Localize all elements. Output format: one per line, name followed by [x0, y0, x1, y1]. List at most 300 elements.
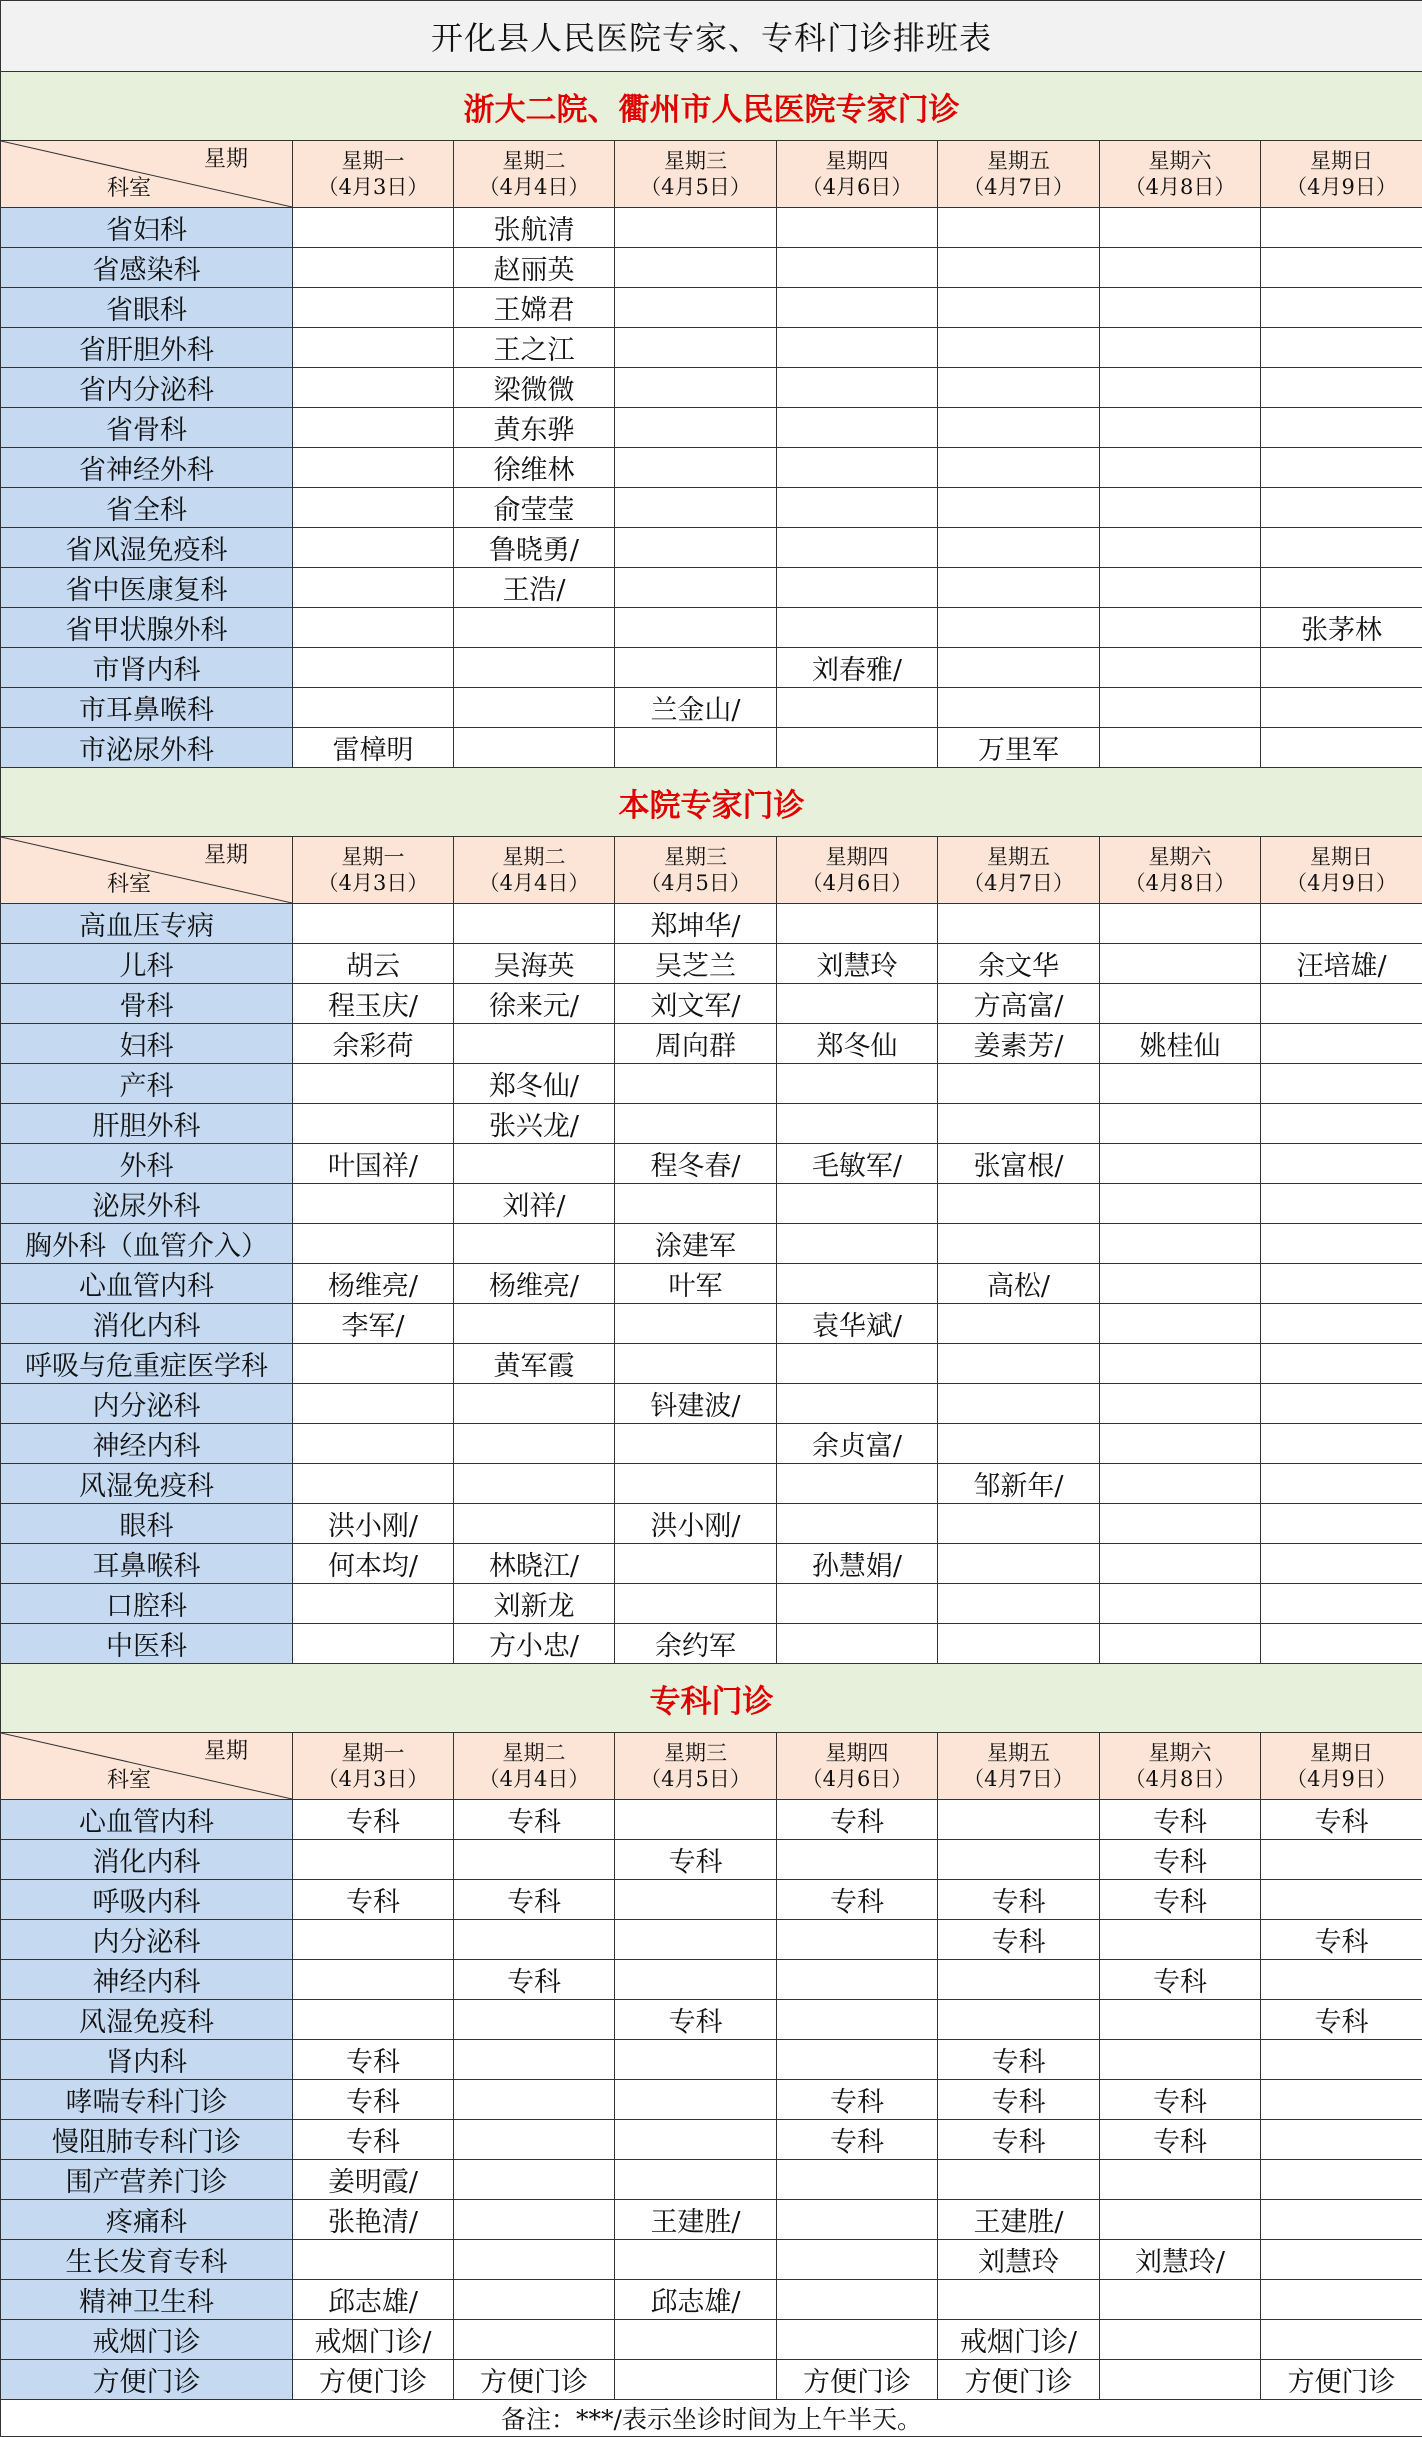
table-row — [1, 1064, 1422, 1104]
schedule-cell — [777, 1584, 938, 1624]
schedule-cell — [777, 608, 938, 648]
day-date: （4月7日） — [938, 1766, 1099, 1792]
schedule-cell — [1100, 2160, 1261, 2200]
table-row — [1, 448, 1422, 488]
day-header — [454, 141, 615, 208]
schedule-cell — [293, 568, 454, 608]
dept-cell: 口腔科 — [1, 1584, 293, 1624]
note-row — [1, 2400, 1422, 2437]
schedule-cell — [777, 1920, 938, 1960]
schedule-cell: 专科 — [1100, 1800, 1261, 1840]
table-row — [1, 2120, 1422, 2160]
day-name: 星期日 — [1261, 1740, 1422, 1766]
table-row — [1, 984, 1422, 1024]
table-row — [1, 1304, 1422, 1344]
day-date: （4月5日） — [615, 174, 776, 200]
table-row — [1, 1584, 1422, 1624]
table-row — [1, 208, 1422, 248]
dept-cell: 省神经外科 — [1, 448, 293, 488]
schedule-cell — [1261, 728, 1422, 768]
day-header — [293, 141, 454, 208]
dept-cell: 心血管内科 — [1, 1264, 293, 1304]
schedule-cell — [938, 288, 1100, 328]
dept-cell: 呼吸与危重症医学科 — [1, 1344, 293, 1384]
schedule-cell — [1100, 1920, 1261, 1960]
schedule-cell — [1261, 2080, 1422, 2120]
table-row — [1, 1024, 1422, 1064]
dept-cell: 肝胆外科 — [1, 1104, 293, 1144]
schedule-cell — [1261, 1024, 1422, 1064]
section-title-row — [1, 72, 1422, 141]
header-row — [1, 1733, 1422, 1800]
table-row — [1, 1624, 1422, 1664]
schedule-cell: 杨维亮/ — [454, 1264, 615, 1304]
schedule-cell: 邹新年/ — [938, 1464, 1100, 1504]
header-corner — [1, 1733, 293, 1800]
schedule-cell — [293, 1584, 454, 1624]
schedule-body — [1, 1, 1422, 2437]
day-name: 星期三 — [615, 1740, 776, 1766]
schedule-cell — [454, 1504, 615, 1544]
schedule-cell — [777, 408, 938, 448]
dept-cell: 产科 — [1, 1064, 293, 1104]
schedule-cell — [615, 1960, 777, 2000]
schedule-cell: 专科 — [938, 2120, 1100, 2160]
section-title: 专科门诊 — [1, 1664, 1422, 1733]
schedule-cell — [615, 1880, 777, 1920]
schedule-cell: 汪培雄/ — [1261, 944, 1422, 984]
schedule-cell — [938, 688, 1100, 728]
schedule-cell: 杨维亮/ — [293, 1264, 454, 1304]
schedule-cell — [1261, 1424, 1422, 1464]
dept-cell: 省全科 — [1, 488, 293, 528]
schedule-cell — [777, 2200, 938, 2240]
schedule-cell — [1100, 648, 1261, 688]
schedule-cell: 方小忠/ — [454, 1624, 615, 1664]
day-date: （4月4日） — [454, 174, 614, 200]
dept-cell: 骨科 — [1, 984, 293, 1024]
schedule-cell — [1261, 2240, 1422, 2280]
schedule-cell: 专科 — [454, 1800, 615, 1840]
schedule-cell — [293, 2240, 454, 2280]
schedule-cell — [293, 528, 454, 568]
schedule-cell — [293, 1424, 454, 1464]
dept-cell: 疼痛科 — [1, 2200, 293, 2240]
schedule-cell: 王建胜/ — [615, 2200, 777, 2240]
schedule-cell: 余约军 — [615, 1624, 777, 1664]
schedule-cell — [1100, 568, 1261, 608]
dept-cell: 市泌尿外科 — [1, 728, 293, 768]
schedule-cell — [938, 448, 1100, 488]
schedule-cell — [1261, 904, 1422, 944]
schedule-cell: 专科 — [1100, 2080, 1261, 2120]
schedule-cell: 吴海英 — [454, 944, 615, 984]
schedule-cell: 兰金山/ — [615, 688, 777, 728]
schedule-cell — [615, 728, 777, 768]
schedule-cell: 专科 — [938, 1880, 1100, 1920]
day-name: 星期二 — [454, 148, 614, 174]
schedule-cell — [615, 2080, 777, 2120]
schedule-cell — [293, 1184, 454, 1224]
day-name: 星期四 — [777, 1740, 937, 1766]
schedule-cell — [454, 1424, 615, 1464]
schedule-cell — [938, 208, 1100, 248]
day-header — [1261, 1733, 1422, 1800]
schedule-cell: 程玉庆/ — [293, 984, 454, 1024]
schedule-cell — [1100, 1384, 1261, 1424]
schedule-cell — [1261, 328, 1422, 368]
schedule-cell: 专科 — [293, 2120, 454, 2160]
page-title: 开化县人民医院专家、专科门诊排班表 — [1, 1, 1422, 72]
schedule-cell — [1261, 1224, 1422, 1264]
day-name: 星期六 — [1100, 844, 1260, 870]
schedule-cell — [293, 1840, 454, 1880]
day-header — [777, 837, 938, 904]
day-date: （4月8日） — [1100, 870, 1260, 896]
schedule-cell — [938, 488, 1100, 528]
schedule-cell — [1261, 1960, 1422, 2000]
schedule-cell: 李军/ — [293, 1304, 454, 1344]
schedule-cell — [777, 1264, 938, 1304]
day-header — [938, 141, 1100, 208]
schedule-cell: 王建胜/ — [938, 2200, 1100, 2240]
schedule-cell — [777, 1624, 938, 1664]
section-title-row — [1, 768, 1422, 837]
schedule-cell — [777, 368, 938, 408]
schedule-cell — [777, 2040, 938, 2080]
schedule-cell — [777, 1384, 938, 1424]
schedule-cell — [293, 288, 454, 328]
schedule-cell: 姚桂仙 — [1100, 1024, 1261, 1064]
schedule-cell: 专科 — [938, 2040, 1100, 2080]
table-row — [1, 288, 1422, 328]
schedule-cell — [1100, 608, 1261, 648]
schedule-cell — [615, 288, 777, 328]
schedule-cell — [938, 328, 1100, 368]
schedule-cell: 刘慧玲 — [938, 2240, 1100, 2280]
schedule-cell — [777, 1840, 938, 1880]
schedule-cell: 胡云 — [293, 944, 454, 984]
schedule-cell — [615, 368, 777, 408]
schedule-cell: 俞莹莹 — [454, 488, 615, 528]
schedule-cell — [454, 648, 615, 688]
dept-cell: 慢阻肺专科门诊 — [1, 2120, 293, 2160]
schedule-cell — [777, 728, 938, 768]
day-header — [938, 1733, 1100, 1800]
table-row — [1, 368, 1422, 408]
schedule-cell — [777, 1960, 938, 2000]
corner-dept-label: 科室 — [107, 1768, 151, 1794]
schedule-cell — [1261, 1064, 1422, 1104]
day-date: （4月6日） — [777, 174, 937, 200]
dept-cell: 省骨科 — [1, 408, 293, 448]
day-header — [615, 141, 777, 208]
schedule-cell — [1261, 1184, 1422, 1224]
table-row — [1, 944, 1422, 984]
schedule-cell — [1100, 1144, 1261, 1184]
schedule-cell — [615, 1104, 777, 1144]
schedule-cell: 涂建军 — [615, 1224, 777, 1264]
schedule-cell — [293, 1960, 454, 2000]
schedule-cell — [1100, 448, 1261, 488]
table-row — [1, 1800, 1422, 1840]
schedule-cell — [1100, 1064, 1261, 1104]
schedule-cell — [454, 1840, 615, 1880]
schedule-cell: 余文华 — [938, 944, 1100, 984]
day-header — [454, 1733, 615, 1800]
schedule-cell: 专科 — [777, 2080, 938, 2120]
schedule-cell — [938, 648, 1100, 688]
schedule-cell — [1100, 984, 1261, 1024]
schedule-cell — [1100, 1464, 1261, 1504]
schedule-cell: 方高富/ — [938, 984, 1100, 1024]
schedule-cell — [615, 1920, 777, 1960]
schedule-cell — [938, 1840, 1100, 1880]
schedule-cell: 专科 — [293, 1880, 454, 1920]
schedule-cell — [777, 1224, 938, 1264]
schedule-cell — [454, 2160, 615, 2200]
dept-cell: 眼科 — [1, 1504, 293, 1544]
dept-cell: 方便门诊 — [1, 2360, 293, 2400]
schedule-cell — [615, 648, 777, 688]
schedule-cell — [615, 1064, 777, 1104]
schedule-cell — [293, 648, 454, 688]
table-row — [1, 1544, 1422, 1584]
schedule-cell — [454, 2080, 615, 2120]
schedule-cell — [1100, 728, 1261, 768]
schedule-cell: 方便门诊 — [938, 2360, 1100, 2400]
day-date: （4月5日） — [615, 870, 776, 896]
schedule-cell: 专科 — [454, 1880, 615, 1920]
schedule-cell — [615, 248, 777, 288]
schedule-cell — [1261, 1464, 1422, 1504]
table-row — [1, 1104, 1422, 1144]
table-row — [1, 904, 1422, 944]
schedule-cell — [777, 1464, 938, 1504]
schedule-cell: 专科 — [777, 2120, 938, 2160]
schedule-cell — [1261, 368, 1422, 408]
schedule-cell — [615, 528, 777, 568]
schedule-cell — [938, 1224, 1100, 1264]
section-title-row — [1, 1664, 1422, 1733]
table-row — [1, 2280, 1422, 2320]
schedule-cell — [938, 1344, 1100, 1384]
day-name: 星期二 — [454, 1740, 614, 1766]
schedule-cell: 方便门诊 — [777, 2360, 938, 2400]
schedule-cell — [938, 1184, 1100, 1224]
schedule-cell — [454, 1384, 615, 1424]
day-date: （4月8日） — [1100, 1766, 1260, 1792]
schedule-cell: 徐维林 — [454, 448, 615, 488]
schedule-cell: 邱志雄/ — [615, 2280, 777, 2320]
schedule-cell — [1100, 2000, 1261, 2040]
dept-cell: 省中医康复科 — [1, 568, 293, 608]
schedule-cell — [777, 2240, 938, 2280]
corner-dept-label: 科室 — [107, 872, 151, 898]
schedule-cell — [1100, 1544, 1261, 1584]
schedule-cell — [1100, 408, 1261, 448]
schedule-cell — [777, 528, 938, 568]
schedule-cell — [615, 2240, 777, 2280]
schedule-cell — [1100, 248, 1261, 288]
schedule-cell — [454, 2200, 615, 2240]
table-row — [1, 1840, 1422, 1880]
schedule-cell: 刘慧玲/ — [1100, 2240, 1261, 2280]
table-row — [1, 608, 1422, 648]
table-row — [1, 1144, 1422, 1184]
schedule-cell: 专科 — [1100, 1840, 1261, 1880]
table-row — [1, 2160, 1422, 2200]
schedule-cell — [615, 328, 777, 368]
dept-cell: 生长发育专科 — [1, 2240, 293, 2280]
schedule-cell: 孙慧娟/ — [777, 1544, 938, 1584]
dept-cell: 耳鼻喉科 — [1, 1544, 293, 1584]
dept-cell: 泌尿外科 — [1, 1184, 293, 1224]
schedule-cell: 专科 — [1261, 2000, 1422, 2040]
schedule-cell — [777, 488, 938, 528]
day-name: 星期日 — [1261, 844, 1422, 870]
schedule-cell — [1261, 1384, 1422, 1424]
schedule-cell: 专科 — [615, 2000, 777, 2040]
schedule-cell: 黄军霞 — [454, 1344, 615, 1384]
schedule-cell — [777, 1184, 938, 1224]
schedule-cell — [1100, 328, 1261, 368]
day-header — [777, 141, 938, 208]
schedule-cell: 专科 — [293, 2040, 454, 2080]
table-row — [1, 2080, 1422, 2120]
table-row — [1, 1224, 1422, 1264]
schedule-cell — [938, 1504, 1100, 1544]
schedule-cell — [615, 1344, 777, 1384]
dept-cell: 胸外科（血管介入） — [1, 1224, 293, 1264]
day-name: 星期一 — [293, 148, 453, 174]
schedule-cell — [938, 904, 1100, 944]
day-header — [777, 1733, 938, 1800]
day-date: （4月5日） — [615, 1766, 776, 1792]
schedule-cell: 专科 — [777, 1800, 938, 1840]
footnote: 备注：***/表示坐诊时间为上午半天。 — [1, 2400, 1422, 2437]
day-header — [293, 837, 454, 904]
schedule-cell: 叶国祥/ — [293, 1144, 454, 1184]
schedule-cell — [777, 2320, 938, 2360]
day-name: 星期五 — [938, 844, 1099, 870]
dept-cell: 省内分泌科 — [1, 368, 293, 408]
schedule-cell — [1100, 1584, 1261, 1624]
schedule-cell — [454, 2320, 615, 2360]
schedule-cell — [454, 1464, 615, 1504]
schedule-cell — [1100, 1624, 1261, 1664]
table-row — [1, 488, 1422, 528]
schedule-cell — [1100, 1344, 1261, 1384]
day-header — [1100, 1733, 1261, 1800]
table-row — [1, 1264, 1422, 1304]
schedule-cell — [454, 2120, 615, 2160]
table-row — [1, 1424, 1422, 1464]
schedule-cell — [293, 488, 454, 528]
table-row — [1, 688, 1422, 728]
schedule-cell: 郑冬仙 — [777, 1024, 938, 1064]
schedule-cell — [1100, 2360, 1261, 2400]
schedule-cell — [1261, 248, 1422, 288]
day-name: 星期五 — [938, 1740, 1099, 1766]
schedule-cell: 吴芝兰 — [615, 944, 777, 984]
day-name: 星期四 — [777, 148, 937, 174]
dept-cell: 外科 — [1, 1144, 293, 1184]
schedule-cell — [454, 608, 615, 648]
schedule-cell: 专科 — [1100, 1960, 1261, 2000]
schedule-cell: 张兴龙/ — [454, 1104, 615, 1144]
schedule-cell: 鲁晓勇/ — [454, 528, 615, 568]
schedule-cell — [615, 1544, 777, 1584]
day-header — [1100, 837, 1261, 904]
schedule-cell — [293, 2000, 454, 2040]
schedule-cell — [1261, 2160, 1422, 2200]
schedule-cell — [1100, 944, 1261, 984]
schedule-cell — [938, 2280, 1100, 2320]
schedule-cell: 专科 — [777, 1880, 938, 1920]
schedule-cell — [938, 2000, 1100, 2040]
schedule-cell — [615, 2040, 777, 2080]
schedule-cell: 张艳清/ — [293, 2200, 454, 2240]
schedule-cell — [938, 1104, 1100, 1144]
dept-cell: 肾内科 — [1, 2040, 293, 2080]
schedule-cell — [454, 1224, 615, 1264]
schedule-cell: 方便门诊 — [454, 2360, 615, 2400]
schedule-cell — [1100, 288, 1261, 328]
schedule-cell: 袁华斌/ — [777, 1304, 938, 1344]
schedule-cell — [615, 1584, 777, 1624]
day-date: （4月9日） — [1261, 1766, 1422, 1792]
schedule-cell — [454, 1304, 615, 1344]
dept-cell: 儿科 — [1, 944, 293, 984]
schedule-cell: 刘文军/ — [615, 984, 777, 1024]
schedule-cell: 王浩/ — [454, 568, 615, 608]
corner-week-label: 星期 — [204, 147, 248, 173]
table-row — [1, 1344, 1422, 1384]
table-row — [1, 648, 1422, 688]
schedule-cell — [293, 448, 454, 488]
schedule-cell: 专科 — [1261, 1800, 1422, 1840]
schedule-cell: 王嫦君 — [454, 288, 615, 328]
schedule-cell — [615, 568, 777, 608]
dept-cell: 神经内科 — [1, 1960, 293, 2000]
schedule-cell — [1261, 648, 1422, 688]
schedule-cell — [1100, 528, 1261, 568]
schedule-cell — [938, 1800, 1100, 1840]
day-date: （4月7日） — [938, 870, 1099, 896]
header-row — [1, 141, 1422, 208]
schedule-cell — [615, 1424, 777, 1464]
dept-cell: 围产营养门诊 — [1, 2160, 293, 2200]
schedule-cell — [1261, 1344, 1422, 1384]
schedule-cell — [293, 208, 454, 248]
dept-cell: 省感染科 — [1, 248, 293, 288]
dept-cell: 呼吸内科 — [1, 1880, 293, 1920]
schedule-cell — [293, 368, 454, 408]
schedule-cell: 林晓江/ — [454, 1544, 615, 1584]
schedule-cell — [615, 408, 777, 448]
dept-cell: 中医科 — [1, 1624, 293, 1664]
schedule-cell — [1261, 1584, 1422, 1624]
schedule-cell: 姜明霞/ — [293, 2160, 454, 2200]
table-row — [1, 1464, 1422, 1504]
schedule-cell — [777, 1344, 938, 1384]
table-row — [1, 528, 1422, 568]
schedule-cell — [1100, 1104, 1261, 1144]
day-name: 星期四 — [777, 844, 937, 870]
day-header — [1261, 837, 1422, 904]
schedule-cell: 钭建波/ — [615, 1384, 777, 1424]
